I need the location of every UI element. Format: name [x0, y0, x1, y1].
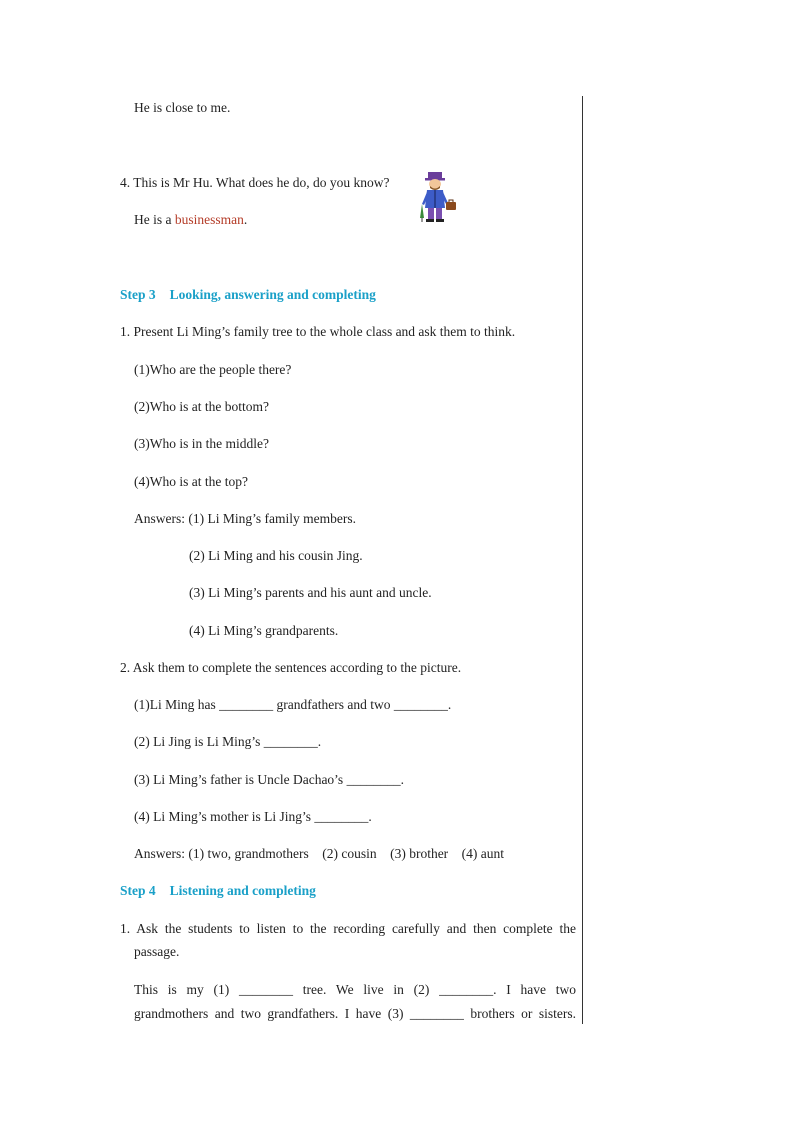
question-4: 4. This is Mr Hu. What does he do, do you know? — [120, 175, 390, 190]
question-3: (3)Who is in the middle? — [134, 436, 269, 451]
step4-item1-line1: 1. Ask the students to listen to the recording carefully and then complete the — [120, 921, 576, 936]
step4-item1-line2: passage. — [134, 944, 180, 959]
step3-title: Looking, answering and completing — [169, 287, 376, 302]
question-2: (2)Who is at the bottom? — [134, 399, 269, 414]
question-1: (1)Who are the people there? — [134, 362, 292, 377]
passage-line2: grandmothers and two grandfathers. I have (3) ________ brothers or sisters. — [134, 1006, 576, 1021]
businessman-icon — [418, 170, 460, 224]
step3-heading — [120, 287, 376, 303]
step3-label: Step 3 — [120, 287, 156, 302]
answer-4-word: businessman — [174, 212, 244, 227]
passage-line1: This is my (1) ________ tree. We live in (2) ________. I have two — [134, 982, 576, 997]
answer-2: (2) Li Ming and his cousin Jing. — [189, 548, 363, 563]
answers-2: Answers: (1) two, grandmothers (2) cousin (3) brother (4) aunt — [134, 846, 505, 861]
step4-label: Step 4 — [120, 883, 156, 898]
sentence-3: (3) Li Ming’s father is Uncle Dachao’s ________. — [134, 772, 404, 787]
step3-item2: 2. Ask them to complete the sentences according to the picture. — [120, 660, 462, 675]
sentence-2: (2) Li Jing is Li Ming’s ________. — [134, 734, 322, 749]
answer-3: (3) Li Ming’s parents and his aunt and uncle. — [189, 585, 432, 600]
answer-4-prefix: He is a — [134, 212, 175, 227]
close-to-me-line: He is close to me. — [134, 100, 231, 115]
answer-4: (4) Li Ming’s grandparents. — [189, 623, 339, 638]
question-4-top: (4)Who is at the top? — [134, 474, 248, 489]
answer-4-suffix: . — [243, 212, 248, 227]
sentence-4: (4) Li Ming’s mother is Li Jing’s ________. — [134, 809, 372, 824]
step4-heading — [120, 883, 316, 899]
sentence-1: (1)Li Ming has ________ grandfathers and two ________. — [134, 697, 452, 712]
answers-label: Answers: (1) Li Ming’s family members. — [134, 511, 356, 526]
step4-title: Listening and completing — [169, 883, 316, 898]
right-border-line — [582, 96, 583, 1024]
answer-4-line — [134, 212, 247, 228]
step3-item1: 1. Present Li Ming’s family tree to the whole class and ask them to think. — [120, 324, 516, 339]
